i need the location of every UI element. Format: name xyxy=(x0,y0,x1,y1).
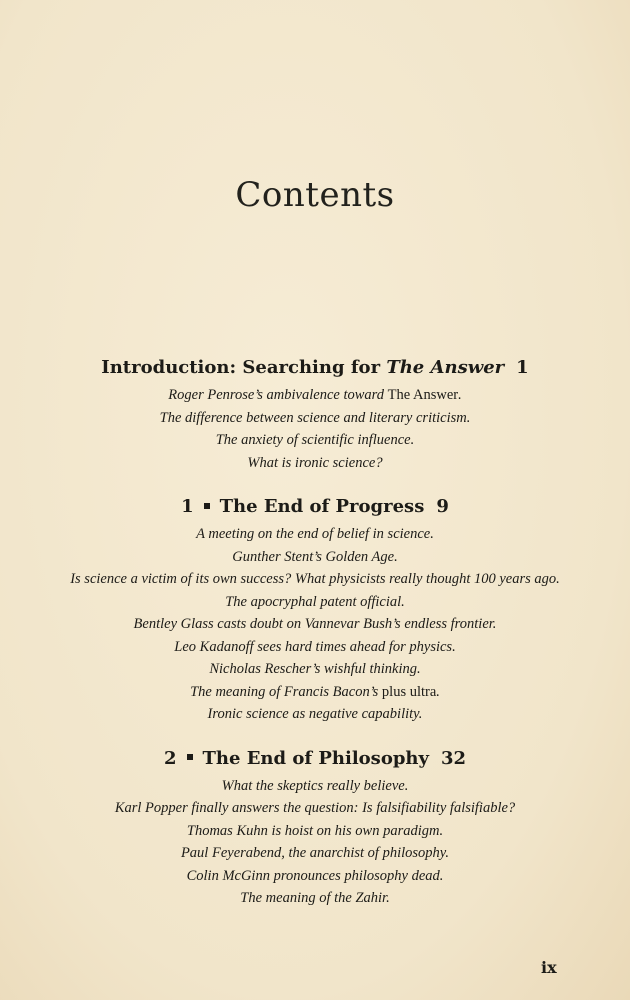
contents-section-chapter-2 xyxy=(0,746,630,910)
summary-line xyxy=(0,887,630,910)
summary-text: The difference between science and literary criticism. xyxy=(159,409,471,426)
summary-line xyxy=(0,523,630,546)
summary-roman-text: The Answer xyxy=(387,387,459,403)
chapter-title: The End of Progress xyxy=(219,496,425,517)
summary-line xyxy=(0,820,630,843)
summary-line xyxy=(0,703,630,726)
section-heading-italic-text: The Answer xyxy=(386,357,505,378)
page-folio: ix xyxy=(541,958,557,977)
summary-line xyxy=(0,865,630,888)
summary-text: A meeting on the end of belief in science. xyxy=(196,526,434,542)
chapter-number: 2 xyxy=(163,747,177,769)
summary-line xyxy=(0,797,630,820)
summary-text: Paul Feyerabend, the anarchist of philosophy. xyxy=(180,845,450,861)
section-page-number: 9 xyxy=(436,496,449,517)
summary-line xyxy=(0,568,630,591)
summary-text: The meaning of the Zahir. xyxy=(240,890,390,906)
summary-line xyxy=(0,591,630,614)
summary-line xyxy=(0,775,630,798)
summary-line xyxy=(0,407,630,430)
summary-line xyxy=(0,842,630,865)
contents-section-chapter-1 xyxy=(0,494,630,726)
section-heading xyxy=(0,355,630,381)
section-page-number: 1 xyxy=(516,357,529,378)
chapter-number: 1 xyxy=(181,496,194,517)
summary-text: What the skeptics really believe. xyxy=(221,777,409,794)
summary-text: The meaning of Francis Bacon’s xyxy=(190,683,382,700)
summary-text: Gunther Stent’s Golden Age. xyxy=(232,548,398,565)
summary-line xyxy=(0,384,630,407)
summary-text: The apocryphal patent official. xyxy=(225,593,405,610)
summary-text: Is science a victim of its own success? What physicists really thought 100 years ago. xyxy=(70,571,560,587)
summary-text: Ironic science as negative capability. xyxy=(207,706,423,722)
summary-line xyxy=(0,546,630,569)
bullet-separator-icon xyxy=(204,503,210,509)
chapter-title: The End of Philosophy xyxy=(202,747,429,769)
section-heading-text: Introduction: Searching for xyxy=(101,357,387,378)
section-heading xyxy=(0,746,630,772)
summary-line xyxy=(0,452,630,475)
summary-text: Bentley Glass casts doubt on Vannevar Bush’s endless frontier. xyxy=(133,616,497,632)
summary-line xyxy=(0,636,630,659)
summary-text-end: . xyxy=(436,683,440,700)
summary-text-end: . xyxy=(458,387,462,403)
summary-line xyxy=(0,613,630,636)
summary-text: Thomas Kuhn is hoist on his own paradigm. xyxy=(186,822,444,839)
bullet-separator-icon xyxy=(187,754,193,760)
summary-roman-text: plus ultra xyxy=(381,683,437,700)
section-heading xyxy=(0,494,630,520)
summary-text: The anxiety of scientific influence. xyxy=(215,432,415,448)
contents-list xyxy=(0,355,630,930)
summary-line xyxy=(0,429,630,452)
summary-text: What is ironic science? xyxy=(247,454,383,471)
section-page-number: 32 xyxy=(440,747,467,769)
contents-section-introduction xyxy=(0,355,630,474)
summary-text: Nicholas Rescher’s wishful thinking. xyxy=(209,661,421,677)
page-title: Contents xyxy=(235,175,395,215)
summary-text: Karl Popper finally answers the question: Is falsifiability falsifiable? xyxy=(114,800,516,816)
summary-line xyxy=(0,681,630,704)
summary-line xyxy=(0,658,630,681)
summary-text: Leo Kadanoff sees hard times ahead for physics. xyxy=(174,638,456,655)
summary-text: Colin McGinn pronounces philosophy dead. xyxy=(186,867,444,884)
summary-text: Roger Penrose’s ambivalence toward xyxy=(168,387,388,403)
